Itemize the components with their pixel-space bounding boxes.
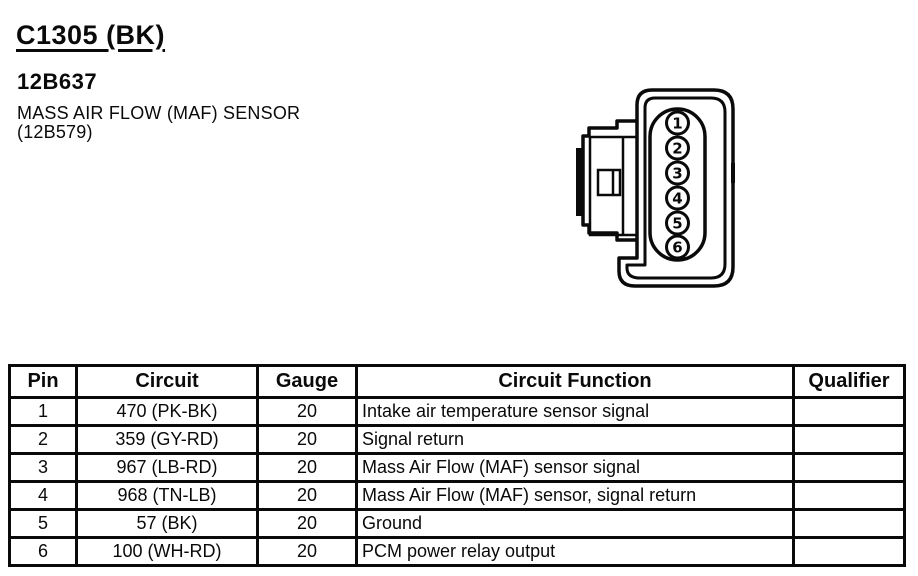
col-header-function: Circuit Function bbox=[357, 366, 794, 398]
gauge-cell: 20 bbox=[258, 538, 357, 566]
qualifier-cell bbox=[794, 454, 905, 482]
connector-id-title: C1305 (BK) bbox=[16, 20, 166, 50]
qualifier-cell bbox=[794, 538, 905, 566]
gauge-cell: 20 bbox=[258, 510, 357, 538]
pinout-row-3 bbox=[10, 454, 905, 482]
qualifier-cell bbox=[794, 426, 905, 454]
pinout-row-1 bbox=[10, 398, 905, 426]
pin-1-label: 1 bbox=[672, 114, 683, 133]
qualifier-cell bbox=[794, 510, 905, 538]
pinout-row-6 bbox=[10, 538, 905, 566]
pin-cell: 2 bbox=[10, 426, 77, 454]
component-ref: (12B579) bbox=[17, 122, 93, 142]
circuit-cell: 359 (GY-RD) bbox=[77, 426, 258, 454]
pin-cell: 3 bbox=[10, 454, 77, 482]
connector-diagram bbox=[575, 75, 765, 305]
pin-4-label: 4 bbox=[672, 189, 683, 208]
gauge-cell: 20 bbox=[258, 482, 357, 510]
circuit-cell: 100 (WH-RD) bbox=[77, 538, 258, 566]
pin-2-label: 2 bbox=[672, 139, 683, 158]
pinout-row-2 bbox=[10, 426, 905, 454]
function-cell: Mass Air Flow (MAF) sensor signal bbox=[357, 454, 794, 482]
pin-cell: 6 bbox=[10, 538, 77, 566]
circuit-cell: 470 (PK-BK) bbox=[77, 398, 258, 426]
gauge-cell: 20 bbox=[258, 398, 357, 426]
pinout-row-5 bbox=[10, 510, 905, 538]
col-header-pin: Pin bbox=[10, 366, 77, 398]
pin-cell: 4 bbox=[10, 482, 77, 510]
gauge-cell: 20 bbox=[258, 426, 357, 454]
pinout-row-4 bbox=[10, 482, 905, 510]
circuit-cell: 57 (BK) bbox=[77, 510, 258, 538]
gauge-cell: 20 bbox=[258, 454, 357, 482]
pin-3-label: 3 bbox=[672, 164, 683, 183]
col-header-circuit: Circuit bbox=[77, 366, 258, 398]
function-cell: Signal return bbox=[357, 426, 794, 454]
pin-cell: 5 bbox=[10, 510, 77, 538]
function-cell: PCM power relay output bbox=[357, 538, 794, 566]
component-name: MASS AIR FLOW (MAF) SENSOR bbox=[17, 103, 301, 123]
circuit-cell: 967 (LB-RD) bbox=[77, 454, 258, 482]
pinout-header-row bbox=[10, 366, 905, 398]
qualifier-cell bbox=[794, 482, 905, 510]
circuit-cell: 968 (TN-LB) bbox=[77, 482, 258, 510]
col-header-gauge: Gauge bbox=[258, 366, 357, 398]
connector-key-bump bbox=[731, 163, 735, 183]
pin-5-label: 5 bbox=[672, 214, 683, 233]
col-header-qualifier: Qualifier bbox=[794, 366, 905, 398]
function-cell: Intake air temperature sensor signal bbox=[357, 398, 794, 426]
function-cell: Mass Air Flow (MAF) sensor, signal return bbox=[357, 482, 794, 510]
pinout-table bbox=[8, 364, 906, 567]
function-cell: Ground bbox=[357, 510, 794, 538]
part-number: 12B637 bbox=[17, 69, 98, 94]
pin-6-label: 6 bbox=[672, 238, 683, 257]
qualifier-cell bbox=[794, 398, 905, 426]
latch-button bbox=[598, 170, 620, 195]
pin-cell: 1 bbox=[10, 398, 77, 426]
